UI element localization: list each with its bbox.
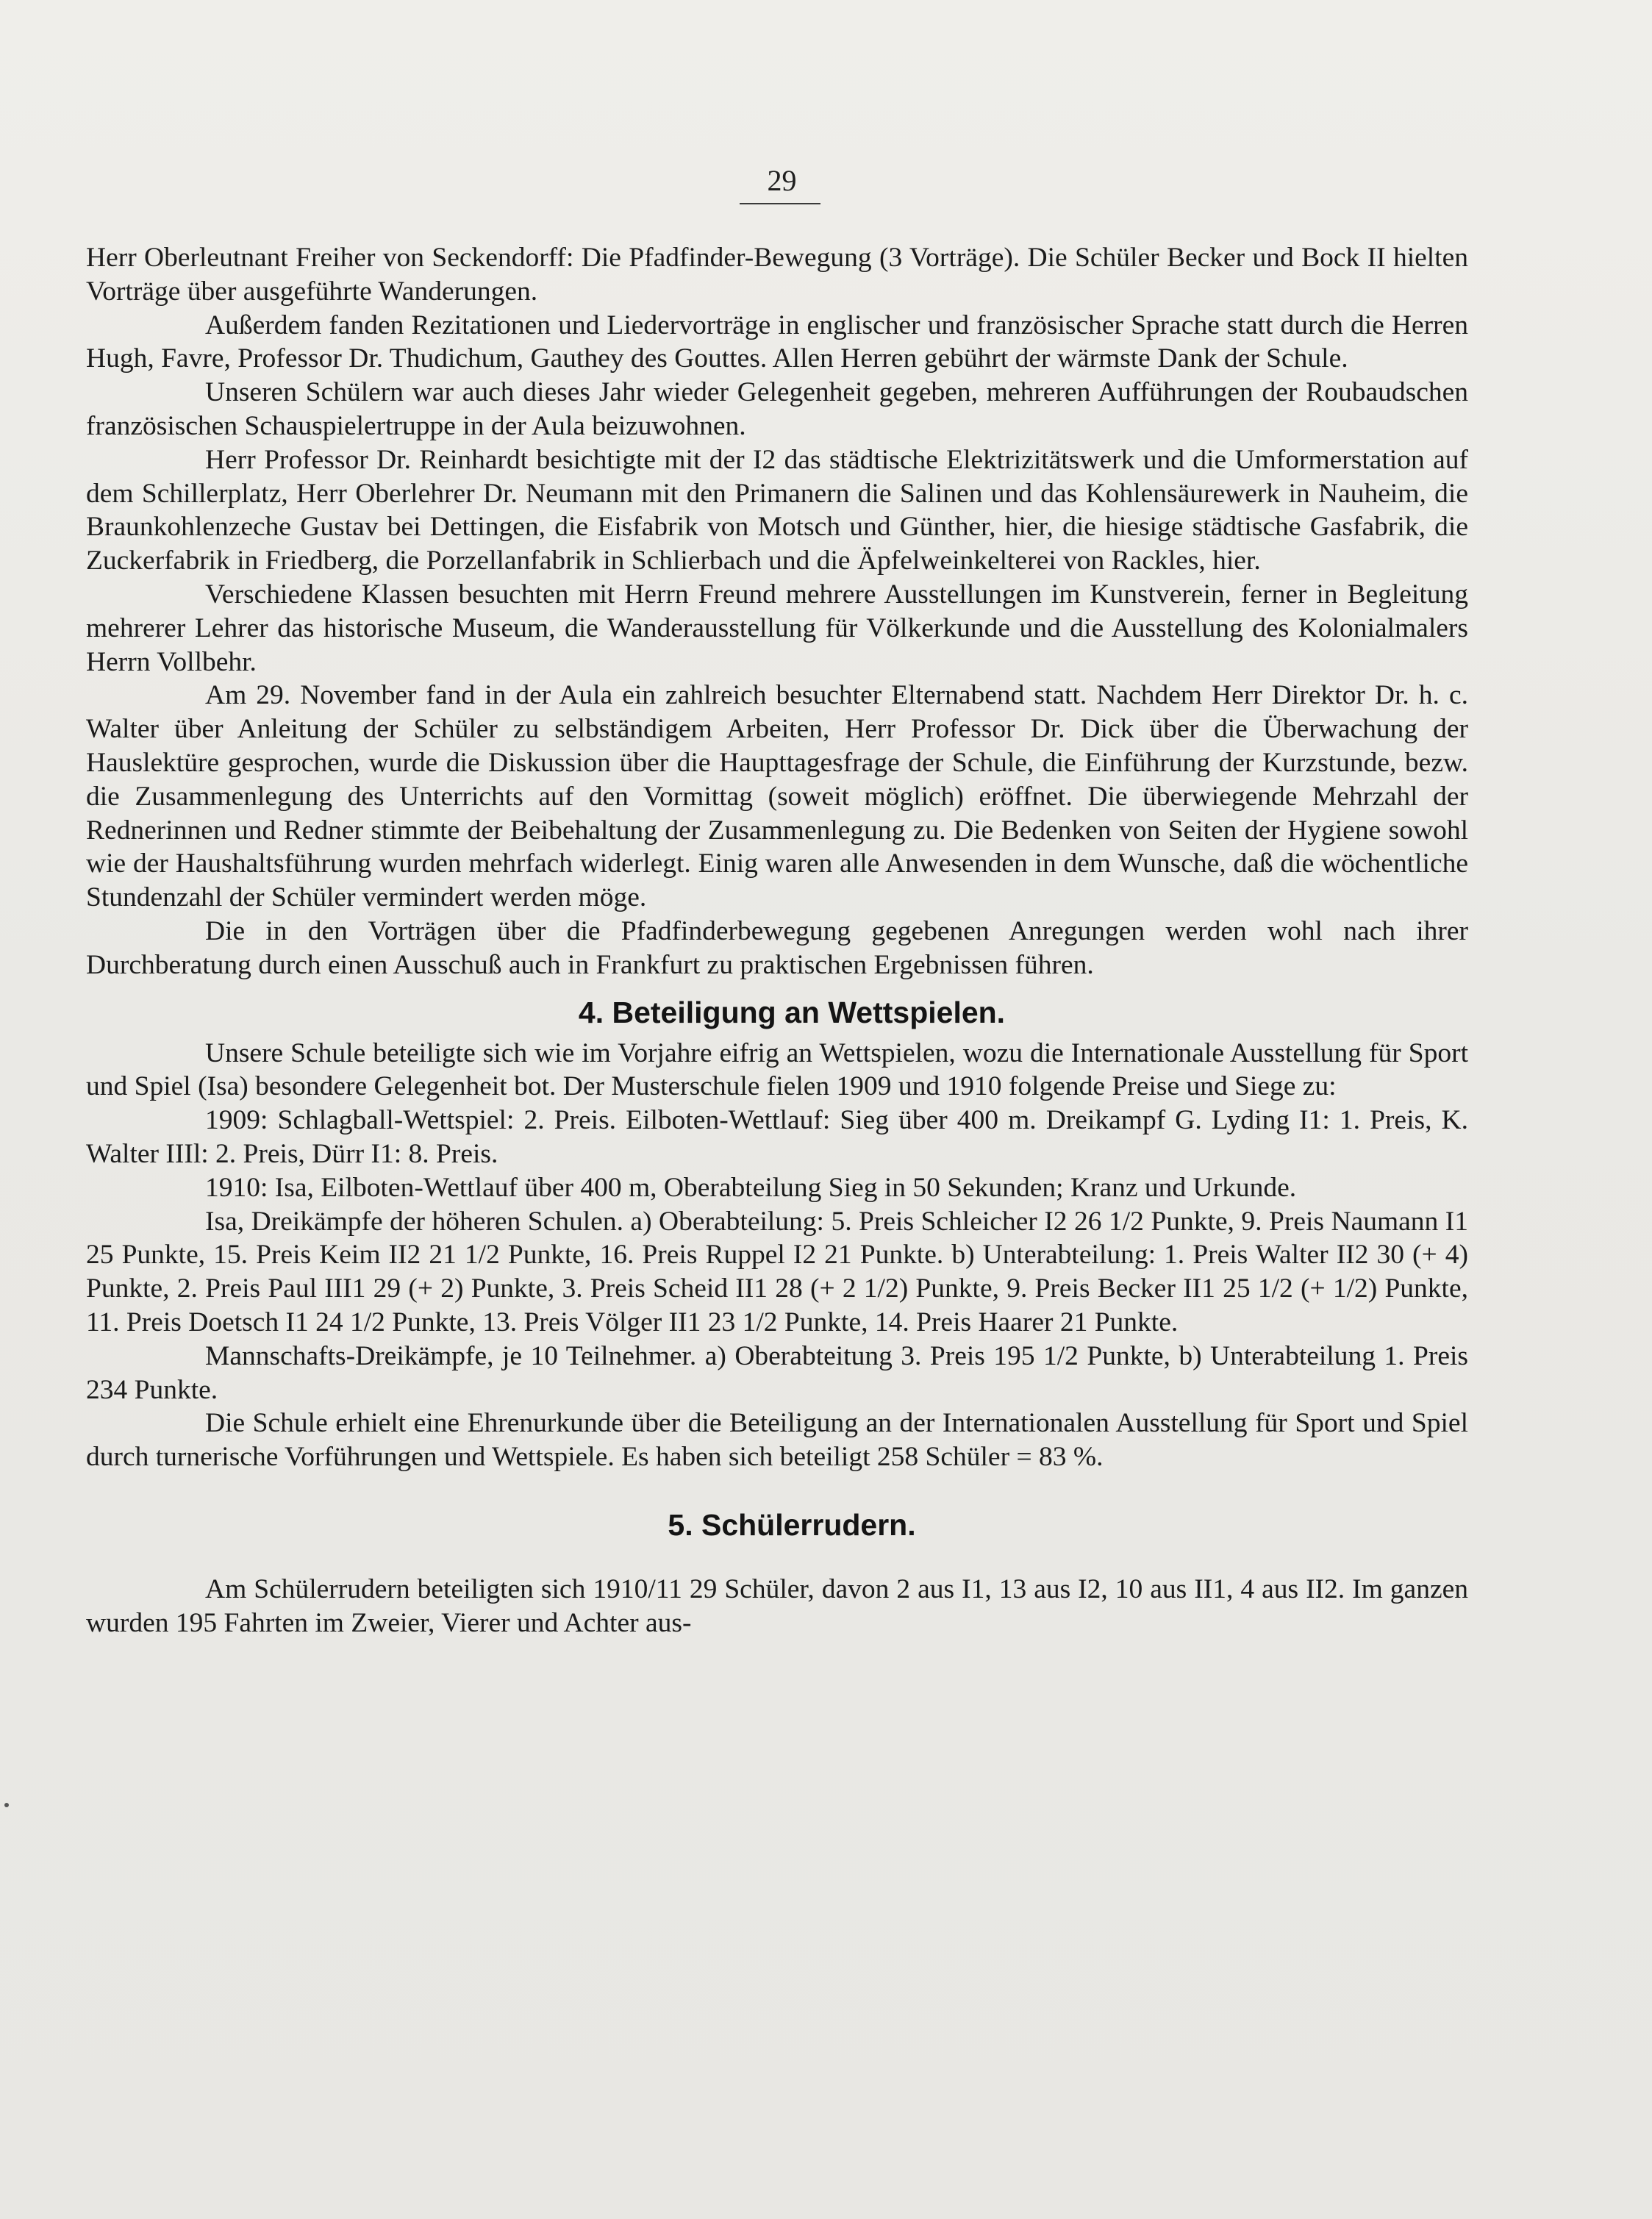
intro-paragraph-3: Unseren Schülern war auch dieses Jahr wieder Gelegenheit gegeben, mehreren Aufführungen der Roubaudschen französischen Schauspielertruppe in der Aula beizuwohnen.	[86, 377, 1468, 441]
scan-speck	[4, 1803, 9, 1807]
section-4-paragraph-6: Die Schule erhielt eine Ehrenurkunde über die Beteiligung an der Internationalen Ausstellung für Sport und Spiel durch turnerische Vorführungen und Wettspiele. Es haben sich beteiligt 258 Schüler = 83 %.	[86, 1408, 1468, 1473]
section-4-heading: 4. Beteiligung an Wettspielen.	[578, 995, 1006, 1029]
section-4-paragraph-4: Isa, Dreikämpfe der höheren Schulen. a) Oberabteilung: 5. Preis Schleicher I2 26 1/2 Punkte, 9. Preis Naumann I1 25 Punkte, 15. Preis Keim II2 21 1/2 Punkte, 16. Preis Ruppel I2 21 Punkte. b) Unterabteilung: 1. Preis Walter II2 30 (+ 4) Punkte, 2. Preis Paul III1 29 (+ 2) Punkte, 3. Preis Scheid II1 28 (+ 2 1/2) Punkte, 9. Preis Becker II1 25 1/2 (+ 1/2) Punkte, 11. Preis Doetsch I1 24 1/2 Punkte, 13. Preis Völger II1 23 1/2 Punkte, 14. Preis Haarer 21 Punkte.	[86, 1206, 1468, 1337]
body-text	[86, 241, 1468, 1640]
intro-paragraph-6: Am 29. November fand in der Aula ein zahlreich besuchter Elternabend statt. Nachdem Herr Direktor Dr. h. c. Walter über Anleitung der Schüler zu selbständigem Arbeiten, Herr Professor Dr. Dick über die Überwachung der Hauslektüre gesprochen, wurde die Diskussion über die Haupttagesfrage der Schule, die Einführung der Kurzstunde, bezw. die Zusammenlegung des Unterrichts auf den Vormittag (soweit möglich) eröffnet. Die überwiegende Mehrzahl der Rednerinnen und Redner stimmte der Beibehaltung der Zusammenlegung zu. Die Bedenken von Seiten der Hygiene sowohl wie der Haushaltsführung wurden mehrfach widerlegt. Einig waren alle Anwesenden in dem Wunsche, daß die wöchentliche Stundenzahl der Schüler vermindert werden möge.	[86, 680, 1468, 913]
intro-paragraph-2: Außerdem fanden Rezitationen und Liedervorträge in englischer und französischer Sprache statt durch die Herren Hugh, Favre, Professor Dr. Thudichum, Gauthey des Gouttes. Allen Herren gebührt der wärmste Dank der Schule.	[86, 310, 1468, 374]
section-4-paragraph-2: 1909: Schlagball-Wettspiel: 2. Preis. Eilboten-Wettlauf: Sieg über 400 m. Dreikampf G. Lyding I1: 1. Preis, K. Walter IIIl: 2. Preis, Dürr I1: 8. Preis.	[86, 1105, 1468, 1169]
section-5-heading: 5. Schülerrudern.	[668, 1507, 916, 1542]
section-4-paragraph-1: Unsere Schule beteiligte sich wie im Vorjahre eifrig an Wettspielen, wozu die Internationale Ausstellung für Sport und Spiel (Isa) besondere Gelegenheit bot. Der Musterschule fielen 1909 und 1910 folgende Preise und Siege zu:	[86, 1037, 1468, 1102]
intro-paragraph-1: Herr Oberleutnant Freiher von Seckendorff: Die Pfadfinder-Bewegung (3 Vorträge). Die Schüler Becker und Bock II hielten Vorträge über ausgeführte Wanderungen.	[86, 243, 1468, 307]
section-5-paragraph-1: Am Schülerrudern beteiligten sich 1910/11 29 Schüler, davon 2 aus I1, 13 aus I2, 10 aus II1, 4 aus II2. Im ganzen wurden 195 Fahrten im Zweier, Vierer und Achter aus-	[86, 1573, 1468, 1638]
page-number-underline	[740, 203, 820, 204]
page-number: 29	[767, 164, 797, 197]
intro-paragraph-7: Die in den Vorträgen über die Pfadfinderbewegung gegebenen Anregungen werden wohl nach ihrer Durchberatung durch einen Ausschuß auch in Frankfurt zu praktischen Ergebnissen führen.	[86, 915, 1468, 980]
intro-paragraph-4: Herr Professor Dr. Reinhardt besichtigte mit der I2 das städtische Elektrizitätswerk und die Umformerstation auf dem Schillerplatz, Herr Oberlehrer Dr. Neumann mit den Primanern die Salinen und das Kohlensäurewerk in Nauheim, die Braunkohlenzeche Gustav bei Dettingen, die Eisfabrik von Motsch und Günther, hier, die hiesige städtische Gasfabrik, die Zuckerfabrik in Friedberg, die Porzellanfabrik in Schlierbach und die Äpfelweinkelterei von Rackles, hier.	[86, 444, 1468, 576]
intro-paragraph-5: Verschiedene Klassen besuchten mit Herrn Freund mehrere Ausstellungen im Kunstverein, ferner in Begleitung mehrerer Lehrer das historische Museum, die Wanderausstellung für Völkerkunde und die Ausstellung des Kolonialmalers Herrn Vollbehr.	[86, 579, 1468, 677]
section-4-paragraph-3: 1910: Isa, Eilboten-Wettlauf über 400 m, Oberabteilung Sieg in 50 Sekunden; Kranz und Urkunde.	[205, 1172, 1297, 1203]
section-4-paragraph-5: Mannschafts-Dreikämpfe, je 10 Teilnehmer. a) Oberabteitung 3. Preis 195 1/2 Punkte, b) Unterabteilung 1. Preis 234 Punkte.	[86, 1340, 1468, 1405]
